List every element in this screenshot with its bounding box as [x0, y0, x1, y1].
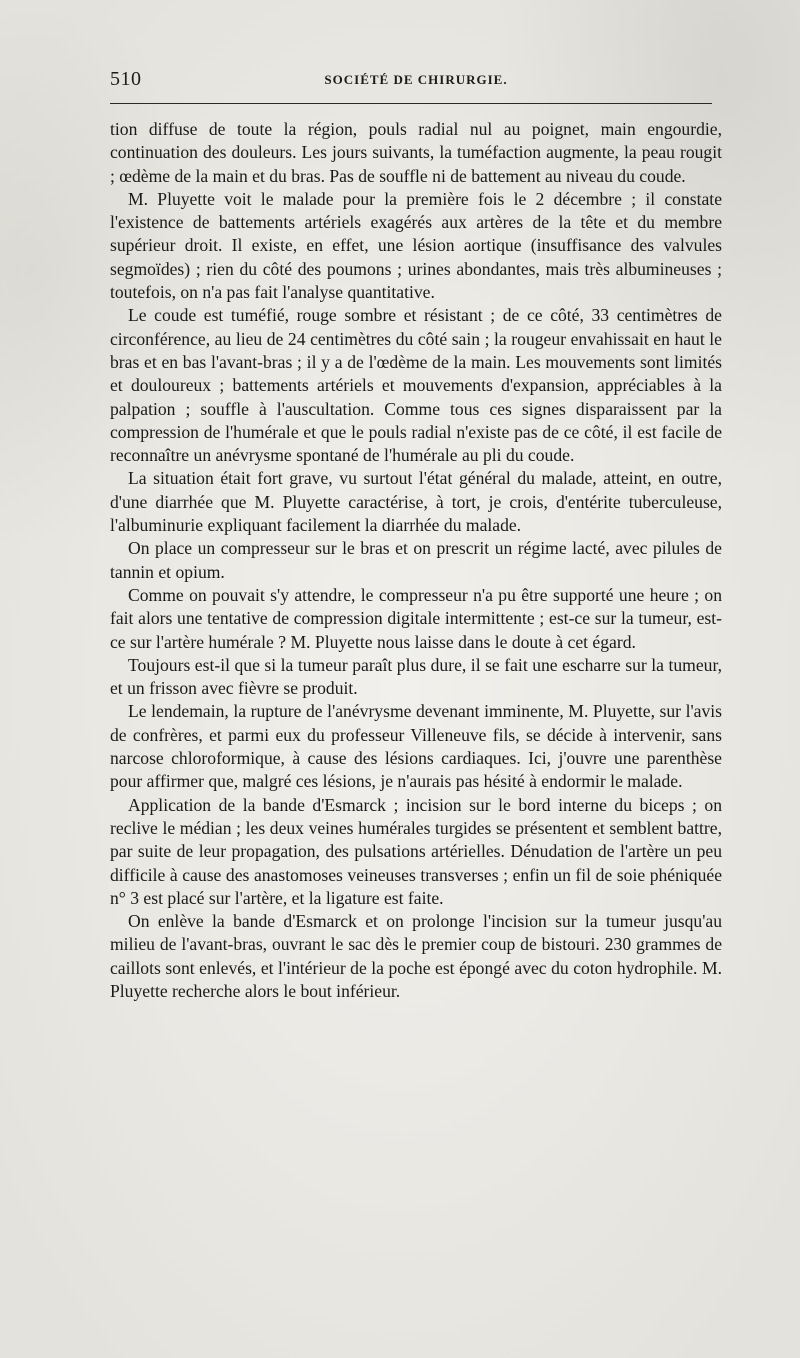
paragraph: Application de la bande d'Esmarck ; incision sur le bord interne du biceps ; on reclive le médian ; les deux veines humérales turgides se présentent et semblent battre, par suite de leur propagation, des pulsations artérielles. Dénudation de l'artère un peu difficile à cause des anastomoses veineuses transverses ; enfin un fil de soie phéniquée n° 3 est placé sur l'artère, et la ligature est faite. [110, 794, 722, 908]
page-number: 510 [110, 68, 142, 90]
running-title: SOCIÉTÉ DE CHIRURGIE. [324, 72, 508, 87]
paragraph: On enlève la bande d'Esmarck et on prolonge l'incision sur la tumeur jusqu'au milieu de l'avant-bras, ouvrant le sac dès le premier coup de bistouri. 230 grammes de caillots sont enlevés, et l'intérieur de la poche est épongé avec du coton hydrophile. M. Pluyette recherche alors le bout inférieur. [110, 911, 722, 1001]
paragraph: M. Pluyette voit le malade pour la première fois le 2 décembre ; il constate l'existence de battements artériels exagérés aux artères de la tête et du membre supérieur droit. Il existe, en effet, une lésion aortique (insuffisance des valvules segmoïdes) ; rien du côté des poumons ; urines abondantes, mais très albumineuses ; toutefois, on n'a pas fait l'analyse quantitative. [110, 188, 722, 303]
header-rule [110, 103, 712, 104]
paragraph: On place un compresseur sur le bras et on prescrit un régime lacté, avec pilules de tannin et opium. [110, 538, 722, 582]
body-text [110, 118, 722, 1003]
paragraph: Le coude est tuméfié, rouge sombre et résistant ; de ce côté, 33 centimètres de circonférence, au lieu de 24 centimètres du côté sain ; la rougeur envahissait en haut le bras et en bas l'avant-bras ; il y a de l'œdème de la main. Les mouvements sont limités et douloureux ; battements artériels et mouvements d'expansion, appréciables à la palpation ; souffle à l'auscultation. Comme tous ces signes disparaissent par la compression de l'humérale et que le pouls radial n'existe pas de ce côté, il est facile de reconnaître un anévrysme spontané de l'humérale au pli du coude. [110, 305, 722, 466]
paragraph: tion diffuse de toute la région, pouls radial nul au poignet, main engourdie, continuation des douleurs. Les jours suivants, la tuméfaction augmente, la peau rougit ; œdème de la main et du bras. Pas de souffle ni de battement au niveau du coude. [110, 119, 722, 186]
page-header [110, 62, 722, 102]
paragraph: La situation était fort grave, vu surtout l'état général du malade, atteint, en outre, d'une diarrhée que M. Pluyette caractérise, à tort, je crois, d'entérite tuberculeuse, l'albuminurie expliquant facilement la diarrhée du malade. [110, 468, 722, 536]
paragraph: Le lendemain, la rupture de l'anévrysme devenant imminente, M. Pluyette, sur l'avis de confrères, et parmi eux du professeur Villeneuve fils, se décide à intervenir, sans narcose chloroformique, à cause des lésions cardiaques. Ici, j'ouvre une parenthèse pour affirmer que, malgré ces lésions, je n'aurais pas hésité à endormir le malade. [110, 701, 722, 792]
paragraph: Comme on pouvait s'y attendre, le compresseur n'a pu être supporté une heure ; on fait alors une tentative de compression digitale intermittente ; est-ce sur la tumeur, est-ce sur l'artère humérale ? M. Pluyette nous laisse dans le doute à cet égard. [110, 584, 722, 652]
paragraph: Toujours est-il que si la tumeur paraît plus dure, il se fait une escharre sur la tumeur, et un frisson avec fièvre se produit. [110, 654, 722, 699]
